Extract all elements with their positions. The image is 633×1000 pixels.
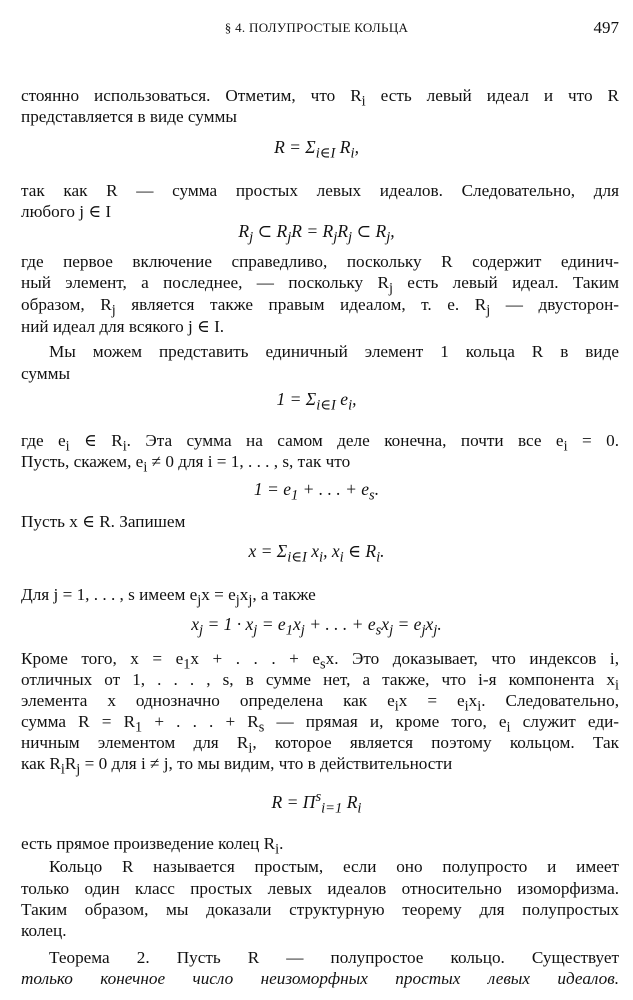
text-line: Мы можем представить единичный элемент 1 кольца R в виде [49, 342, 619, 361]
text-line: Кольцо R называется простым, если оно полупросто и имеет [49, 857, 619, 876]
page-number: 497 [593, 18, 619, 37]
text-line: любого j ∈ I [21, 202, 112, 221]
formula-one: $1 = e_1$ + . . . + $e_s$. [253, 479, 380, 504]
text-line: колец. [21, 921, 67, 940]
formula-sum-e: $1 = \Sigma_{i\in I}$ $e_i$, [276, 389, 357, 414]
theorem-line: только конечное число неизоморфных простых левых идеалов. [21, 969, 619, 988]
text-line: стоянно использоваться. Отметим, что $R_i$ есть левый идеал и что R [21, 86, 619, 110]
formula-product: $R = \Pi^s_{i=1}$ $R_i$ [271, 789, 362, 817]
text-line: есть прямое произведение колец $R_i$. [21, 834, 284, 858]
text-line: образом, $R_j$ является также правым идеалом, т. е. $R_j$ — двусторон- [21, 295, 619, 319]
text-line: Для j = 1, . . . , s имеем $e_jx = e_jx_j$, а также [21, 585, 316, 609]
theorem-line: Теорема 2. Пусть R — полупростое кольцо. Существует [49, 948, 619, 967]
text-line: ний идеал для всякого j ∈ I. [21, 317, 225, 336]
text-line: как $R_iR_j = 0$ для i ≠ j, то мы видим, что в действительности [21, 754, 453, 778]
text-line: только один класс простых левых идеалов относительно изоморфизма. [21, 879, 619, 898]
running-head: § 4. ПОЛУПРОСТЫЕ КОЛЬЦА [224, 20, 409, 35]
text-line: где первое включение справедливо, поскольку R содержит единич- [21, 252, 619, 271]
text-line: Пусть, скажем, $e_i \ne 0$ для i = 1, . . . , s, так что [21, 452, 351, 476]
text-line: ничным элементом для $R_i$, которое является поэтому кольцом. Так [21, 733, 619, 757]
text-line: так как R — сумма простых левых идеалов. Следовательно, для [21, 181, 619, 200]
text-line: где $e_i$ ∈ $R_i$. Эта сумма на самом деле конечна, почти все $e_i = 0$. [21, 431, 620, 455]
text-line: сумма $R = R_1$ + . . . + $R_s$ — прямая и, кроме того, $e_i$ служит еди- [21, 712, 619, 736]
formula-inclusion: $R_j$ ⊂ $R_jR = R_jR_j$ ⊂ $R_j$, [238, 221, 395, 246]
formula-sum-x: $x = \Sigma_{i\in I}$ $x_i$, $x_i$ ∈ $R_i$. [248, 541, 385, 566]
text-line: суммы [21, 364, 71, 383]
text-line: Таким образом, мы доказали структурную теорему для полупростых [21, 900, 619, 919]
formula-xj: $x_j = 1 \cdot x_j = e_1x_j$ + . . . + $e_sx_j = e_jx_j$. [191, 614, 442, 639]
text-line: Кроме того, $x = e_1x$ + . . . + $e_sx$. Это доказывает, что индексов i, [21, 649, 619, 673]
text-line: Пусть x ∈ R. Запишем [21, 512, 186, 531]
text-line: представляется в виде суммы [21, 107, 237, 126]
text-line: элемента x однозначно определена как $e_ix = e_ix_i$. Следовательно, [21, 691, 620, 715]
formula-sum-R: $R = \Sigma_{i\in I}$ $R_i$, [274, 137, 359, 162]
text-line: ный элемент, а последнее, — поскольку $R_j$ есть левый идеал. Таким [21, 273, 619, 297]
text-line: отличных от 1, . . . , s, в сумме нет, а также, что i-я компонента $x_i$ [21, 670, 619, 694]
